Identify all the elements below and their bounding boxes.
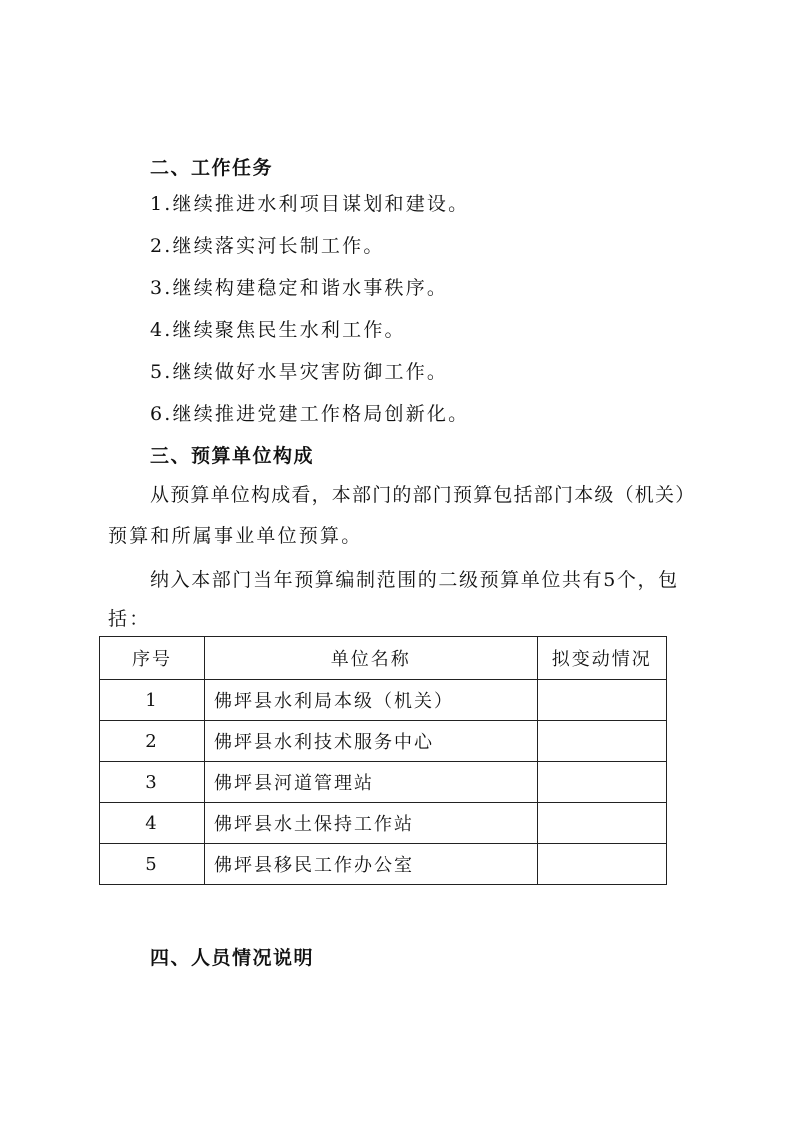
row-planned-change [537,803,667,844]
table-header-row [100,637,667,680]
row-index: 3 [100,762,205,803]
units-count-paragraph-line-2: 括： [108,608,151,630]
table-row [100,721,667,762]
table-row [100,803,667,844]
row-index: 2 [100,721,205,762]
table-row [100,762,667,803]
task-item-2: 2.继续落实河长制工作。 [150,235,385,257]
section-3-heading: 三、预算单位构成 [150,445,315,467]
row-planned-change [537,844,667,885]
row-index: 4 [100,803,205,844]
task-item-3: 3.继续构建稳定和谐水事秩序。 [150,277,449,299]
composition-paragraph-line-2: 预算和所属事业单位预算。 [108,525,363,547]
row-unit-name: 佛坪县水土保持工作站 [205,803,537,844]
row-planned-change [537,721,667,762]
section-2-heading: 二、工作任务 [150,157,274,179]
header-index: 序号 [100,637,205,680]
section-4-heading: 四、人员情况说明 [150,947,315,969]
row-unit-name: 佛坪县移民工作办公室 [205,844,537,885]
budget-units-table [99,636,667,885]
row-index: 5 [100,844,205,885]
row-unit-name: 佛坪县水利局本级（机关） [205,680,537,721]
task-item-4: 4.继续聚焦民生水利工作。 [150,319,406,341]
row-unit-name: 佛坪县河道管理站 [205,762,537,803]
task-item-6: 6.继续推进党建工作格局创新化。 [150,403,470,425]
task-item-1: 1.继续推进水利项目谋划和建设。 [150,193,470,215]
units-count-paragraph-line-1: 纳入本部门当年预算编制范围的二级预算单位共有5个，包 [150,569,679,591]
task-item-5: 5.继续做好水旱灾害防御工作。 [150,361,449,383]
composition-paragraph-line-1: 从预算单位构成看，本部门的部门预算包括部门本级（机关） [150,484,696,506]
row-unit-name: 佛坪县水利技术服务中心 [205,721,537,762]
table-row [100,680,667,721]
header-planned-change: 拟变动情况 [537,637,667,680]
table-row [100,844,667,885]
header-unit-name: 单位名称 [205,637,537,680]
row-planned-change [537,762,667,803]
row-planned-change [537,680,667,721]
row-index: 1 [100,680,205,721]
